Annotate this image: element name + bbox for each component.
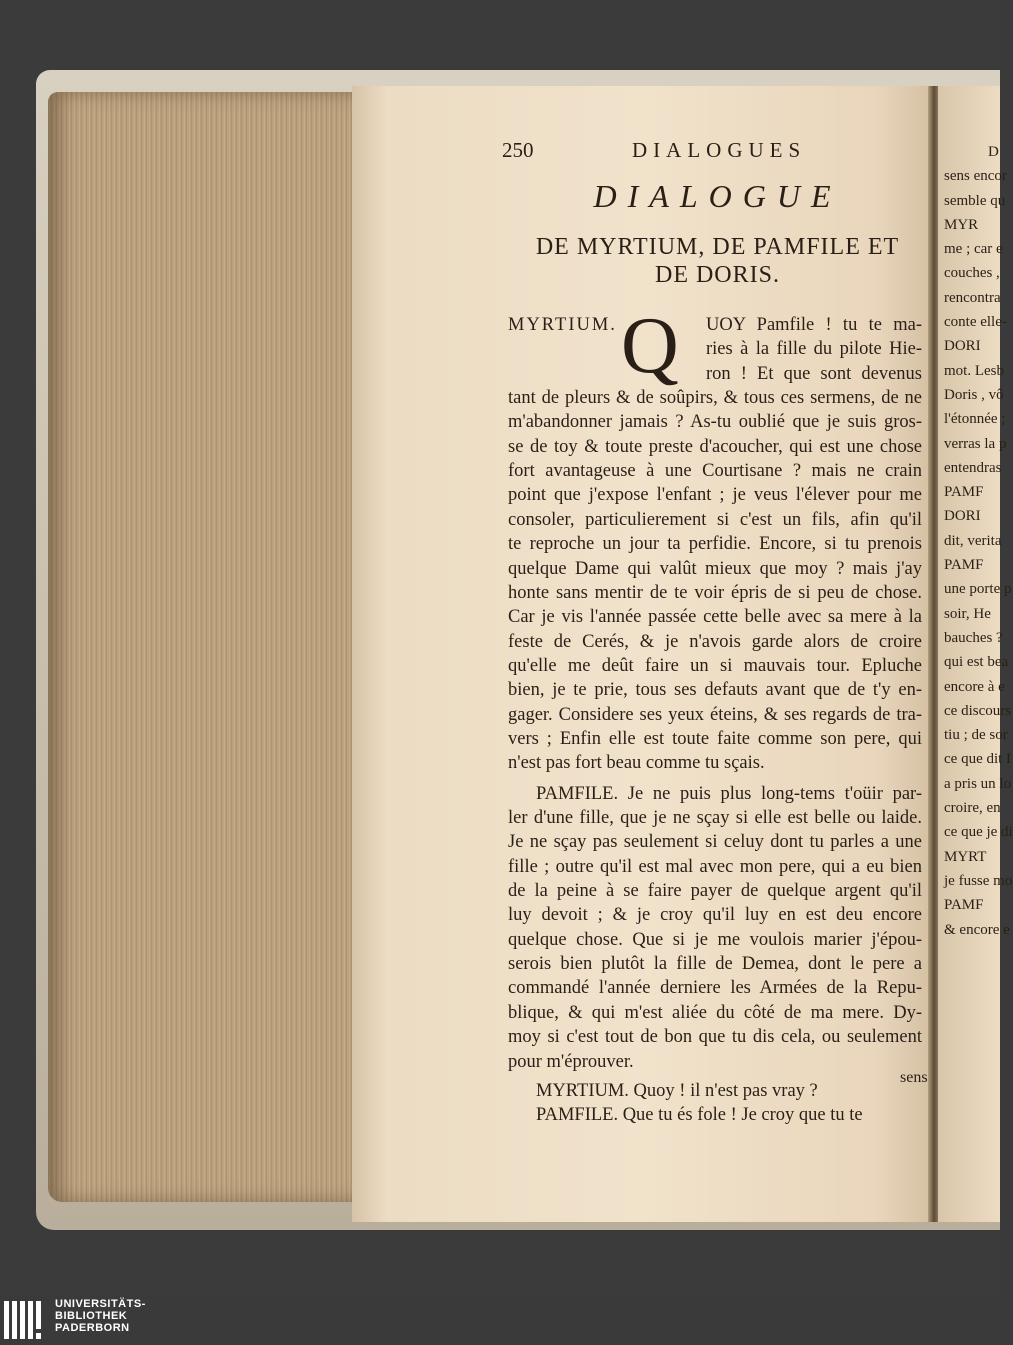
text-line: MYRTIUM. Quoy ! il n'est pas vray ? [536,1080,818,1101]
facing-page-line: l'étonnée ; [944,411,1006,428]
text-line: Je ne sçay pas seulement si celuy dont tu parles a une [508,832,922,853]
facing-page-line: encore à e [944,678,1005,695]
text-line: pour m'éprouver. [508,1051,634,1072]
facing-page-line: DORI [944,338,981,355]
facing-page-line: mot. Lesb [944,362,1004,379]
text-line: m'abandonner jamais ? As-tu oublié que je suis gros- [508,412,922,433]
catchword: sens [900,1069,928,1086]
dialogue-subtitle-line-2: DE DORIS. [654,262,780,288]
library-name-line-2: BIBLIOTHEK [55,1310,128,1322]
text-line: commandé l'année derniere les Armées de la Repu- [508,978,922,999]
facing-page-line: D [988,144,999,160]
facing-page-line: & encore e [944,921,1010,938]
text-line: ries à la fille du pilote Hie- [706,339,922,360]
facing-page-line: une porte p [944,581,1012,598]
text-line: point que j'expose l'enfant ; je veus l'élever pour me [508,485,922,506]
text-line: se de toy & toute preste d'acoucher, qui est une chose [508,436,922,457]
text-line: ler d'une fille, que je ne sçay si elle est belle ou laide. [508,808,922,828]
facing-page-line: me ; car e [944,241,1003,258]
facing-page-line: ce que je di [944,824,1013,841]
text-line: fort avantageuse à une Courtisane ? mais ne crain [508,461,922,482]
facing-page-line: PAMF [944,484,984,501]
facing-page-line: Doris , vô [944,386,1004,403]
text-line: n'est pas fort beau comme tu sçais. [508,753,765,774]
text-line: tant de pleurs & de soûpirs, & tous ces sermens, de ne [508,388,922,409]
speaker-label: MYRTIUM. [508,315,617,335]
text-line: honte sans mentir de te voir épris de si peu de chose. [508,582,922,603]
facing-page-line: entendras [944,459,1002,476]
text-line: quelque chose. Que si je me voulois marier j'épou- [508,929,922,950]
facing-page-line: sens encor [944,168,1007,185]
facing-page-line: MYRT [944,848,987,865]
text-line: fille ; outre qu'il est mal avec mon pere, qui a eu bien [508,856,922,877]
dialogue-subtitle-line-1: DE MYRTIUM, DE PAMFILE ET [535,234,900,260]
facing-page-text [944,140,1013,942]
text-line: Car je vis l'année passée cette belle avec sa mere à la [508,607,922,628]
library-name-line-1: UNIVERSITÄTS- [55,1298,146,1310]
drop-cap: Q [621,302,679,390]
library-logo-icon [4,1301,48,1339]
text-line: feste de Cerés, & je n'avois garde alors de croire [508,631,922,652]
facing-page-line: dit, verita [944,532,1002,549]
facing-page-line: ce que dit I [944,751,1012,768]
library-name-line-3: PADERBORN [55,1322,130,1334]
facing-page-line: DORI [944,508,981,525]
facing-page-line: croire, en [944,800,1001,817]
facing-page-line: tiu ; de sor [944,727,1008,744]
facing-page-line: rencontra [944,289,1001,306]
page-number: 250 [502,138,534,162]
page-edges [48,92,358,1202]
facing-page-line: a pris un lo [944,775,1012,792]
text-line: serois bien plutôt la fille de Demea, dont le pere a [508,954,922,975]
text-line: vers ; Enfin elle est toute faite comme son pere, qui [508,728,922,749]
footer-bar [0,1295,1000,1345]
dialogue-title: DIALOGUE [593,178,842,214]
text-line: qu'elle me deût faire un si mauvais tour. Epluche [508,655,922,676]
facing-page-line: conte elle- [944,314,1007,331]
facing-page-line: je fusse mo [944,872,1013,889]
text-line: quelque Dame qui valût mieux que moy ? mais j'ay [508,558,922,579]
text-line: luy devoit ; & je croy qu'il luy en est deu encore [508,905,922,926]
text-line: PAMFILE. Que tu és fole ! Je croy que tu te [536,1105,863,1126]
facing-page-line: ce discours [944,702,1012,719]
facing-page-line: semble qu [944,192,1006,209]
facing-page-line: verras la p [944,435,1007,452]
facing-page-line: qui est bea [944,654,1009,671]
text-line: PAMFILE. Je ne puis plus long-tems t'oüir par- [536,783,922,804]
facing-page-line: soir, He [944,605,991,622]
facing-page-line: MYR [944,216,979,233]
facing-page-line: PAMF [944,557,984,574]
text-line: consoler, particulierement si c'est un fils, afin qu'il [508,509,922,530]
facing-page-line: couches , [944,265,1000,282]
text-line: moy si c'est tout de bon que tu dis cela, ou seulement [508,1027,922,1048]
text-line: gager. Considere ses yeux éteins, & ses regards de tra- [508,704,922,725]
facing-page-line: PAMF [944,897,984,914]
text-line: blique, & qui m'est aliée du côté de ma mere. Dy- [508,1002,922,1023]
running-title: DIALOGUES [632,138,807,162]
text-line: te reproche un jour ta perfidie. Encore, si tu prenois [508,534,922,555]
facing-page-line: bauches ? [944,629,1003,646]
text-line: UOY Pamfile ! tu te ma- [706,315,922,335]
text-line: de la peine à se faire payer de quelque argent qu'il [508,881,922,902]
text-line: bien, je te prie, tous ses defauts avant que de t'y en- [508,680,922,701]
text-line: ron ! Et que sont devenus [706,363,922,384]
